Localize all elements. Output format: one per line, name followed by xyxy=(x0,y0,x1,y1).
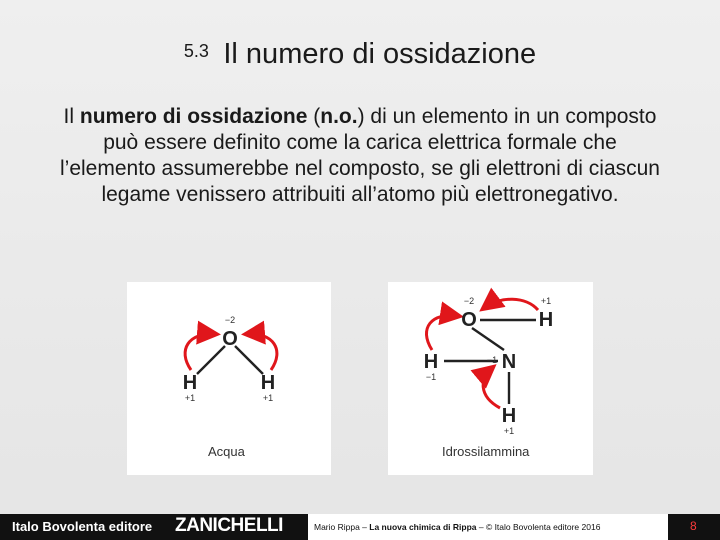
footer-bar xyxy=(0,514,720,540)
hydroxylamine-diagram xyxy=(388,282,593,475)
atom-h2: H xyxy=(260,372,276,394)
footer-copyright: – © Italo Bovolenta editore 2016 xyxy=(476,522,601,532)
bond-o-h1 xyxy=(197,346,225,374)
definition-pre: Il xyxy=(63,105,80,128)
definition-paragraph xyxy=(60,104,660,208)
charge-o: −2 xyxy=(224,315,236,325)
bond-o-h2 xyxy=(235,346,263,374)
footer-book-title: La nuova chimica di Rippa xyxy=(369,522,477,532)
charge-h-left: −1 xyxy=(425,372,437,382)
atom-h-bottom: H xyxy=(501,405,517,427)
charge-h-top: +1 xyxy=(540,296,552,306)
arrow-hbottom-to-n xyxy=(483,368,500,408)
charge-h2: +1 xyxy=(262,393,274,403)
publisher-logo: Italo Bovolenta editore xyxy=(12,519,153,534)
section-number: 5.3 xyxy=(183,41,209,61)
charge-n: −1 xyxy=(486,355,498,365)
zanichelli-logo: ZANICHELLI xyxy=(175,515,283,536)
charge-h-bottom: +1 xyxy=(503,426,515,436)
atom-n: N xyxy=(501,351,517,373)
atom-o: O xyxy=(222,328,238,350)
page-number: 8 xyxy=(690,519,697,533)
water-arrow-left xyxy=(185,334,215,370)
atom-h-left: H xyxy=(423,351,439,373)
atom-h-top: H xyxy=(538,309,554,331)
definition-rest: ) di un elemento in un composto può essere definito come la carica elettrica formale che l’elemento assumerebbe nel composto, se gli elettroni di ciascun legame venissero attribuiti all’atomo più elettronegativo. xyxy=(60,105,660,206)
footer-credit xyxy=(308,514,668,540)
hydroxylamine-caption: Idrossilammina xyxy=(442,444,530,459)
water-caption: Acqua xyxy=(208,444,245,459)
atom-o: O xyxy=(461,309,477,331)
definition-abbr: n.o. xyxy=(320,105,358,128)
water-figure xyxy=(127,282,331,475)
title-text: Il numero di ossidazione xyxy=(223,38,537,70)
charge-o: −2 xyxy=(463,296,475,306)
definition-term: numero di ossidazione xyxy=(79,105,308,128)
arrow-hleft-to-o xyxy=(426,315,458,350)
water-diagram xyxy=(127,282,331,475)
bond-o-n xyxy=(472,328,504,350)
atom-h1: H xyxy=(182,372,198,394)
arrow-htop-to-o xyxy=(484,299,538,310)
charge-h1: +1 xyxy=(184,393,196,403)
water-arrow-right xyxy=(247,334,277,370)
footer-author: Mario Rippa – xyxy=(314,522,370,532)
definition-paren: ( xyxy=(307,105,321,128)
hydroxylamine-figure xyxy=(388,282,593,475)
slide-title xyxy=(0,38,720,71)
